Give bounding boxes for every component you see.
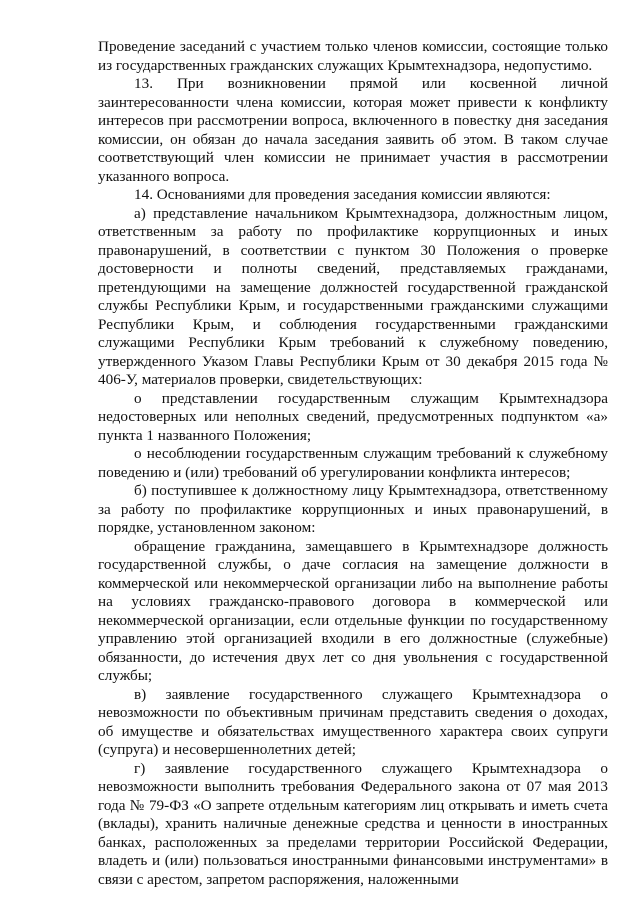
paragraph-meeting-participants: Проведение заседаний с участием только членов комиссии, состоящие только из государственных гражданских служащих Крымтехнадзора, недопустимо.	[98, 38, 608, 74]
paragraph-14b-citizen-appeal: обращение гражданина, замещавшего в Крымтехнадзоре должность государственной службы, о даче согласия на замещение должности в коммерческой или некоммерческой организации либо на выполнение работы на условиях гражданско-правового договора в коммерческой или некоммерческой организации, если отдельные функции по государственному управлению этой организацией входили в его должностные (служебные) обязанности, до истечения двух лет со дня увольнения с государственной службы;	[98, 537, 608, 684]
paragraph-14v-statement: в) заявление государственного служащего Крымтехнадзора о невозможности по объективным причинам представить сведения о доходах, об имуществе и обязательствах имущественного характера своих супруги (супруга) и несовершеннолетних детей;	[98, 685, 608, 758]
paragraph-14-grounds: 14. Основаниями для проведения заседания комиссии являются:	[134, 186, 551, 203]
paragraph-13-conflict-of-interest: 13. При возникновении прямой или косвенной личной заинтересованности члена комиссии, которая может привести к конфликту интересов при рассмотрении вопроса, включенного в повестку дня заседания комиссии, он обязан до начала заседания заявить об этом. В таком случае соответствующий член комиссии не принимает участия в рассмотрении указанного вопроса.	[98, 75, 608, 185]
paragraph-14b-received: б) поступившее к должностному лицу Крымтехнадзора, ответственному за работу по профилактике коррупционных и иных правонарушений, в порядке, установленном законом:	[98, 482, 608, 536]
document-page	[98, 38, 608, 889]
paragraph-14g-statement: г) заявление государственного служащего Крымтехнадзора о невозможности выполнить требования Федерального закона от 07 мая 2013 года № 79-ФЗ «О запрете отдельным категориям лиц открывать и иметь счета (вклады), хранить наличные денежные средства и ценности в иностранных банках, расположенных за пределами территории Российской Федерации, владеть и (или) пользоваться иностранными финансовыми инструментами» в связи с арестом, запретом распоряжения, наложенными	[98, 759, 608, 888]
paragraph-14a-submission: а) представление начальником Крымтехнадзора, должностным лицом, ответственным за работу по профилактике коррупционных и иных правонарушений, в соответствии с пунктом 30 Положения о проверке достоверности и полноты сведений, представляемых гражданами, претендующими на замещение должностей государственной гражданской службы Республики Крым, и государственными гражданскими служащими Республики Крым, и соблюдения государственными гражданскими служащими Республики Крым требований к служебному поведению, утвержденного Указом Главы Республики Крым от 30 декабря 2015 года № 406-У, материалов проверки, свидетельствующих:	[98, 204, 608, 388]
paragraph-14a-non-compliance: о несоблюдении государственным служащим требований к служебному поведению и (или) требований об урегулировании конфликта интересов;	[98, 445, 608, 481]
paragraph-14a-false-info: о представлении государственным служащим Крымтехнадзора недостоверных или неполных сведений, предусмотренных подпунктом «а» пункта 1 названного Положения;	[98, 389, 608, 444]
